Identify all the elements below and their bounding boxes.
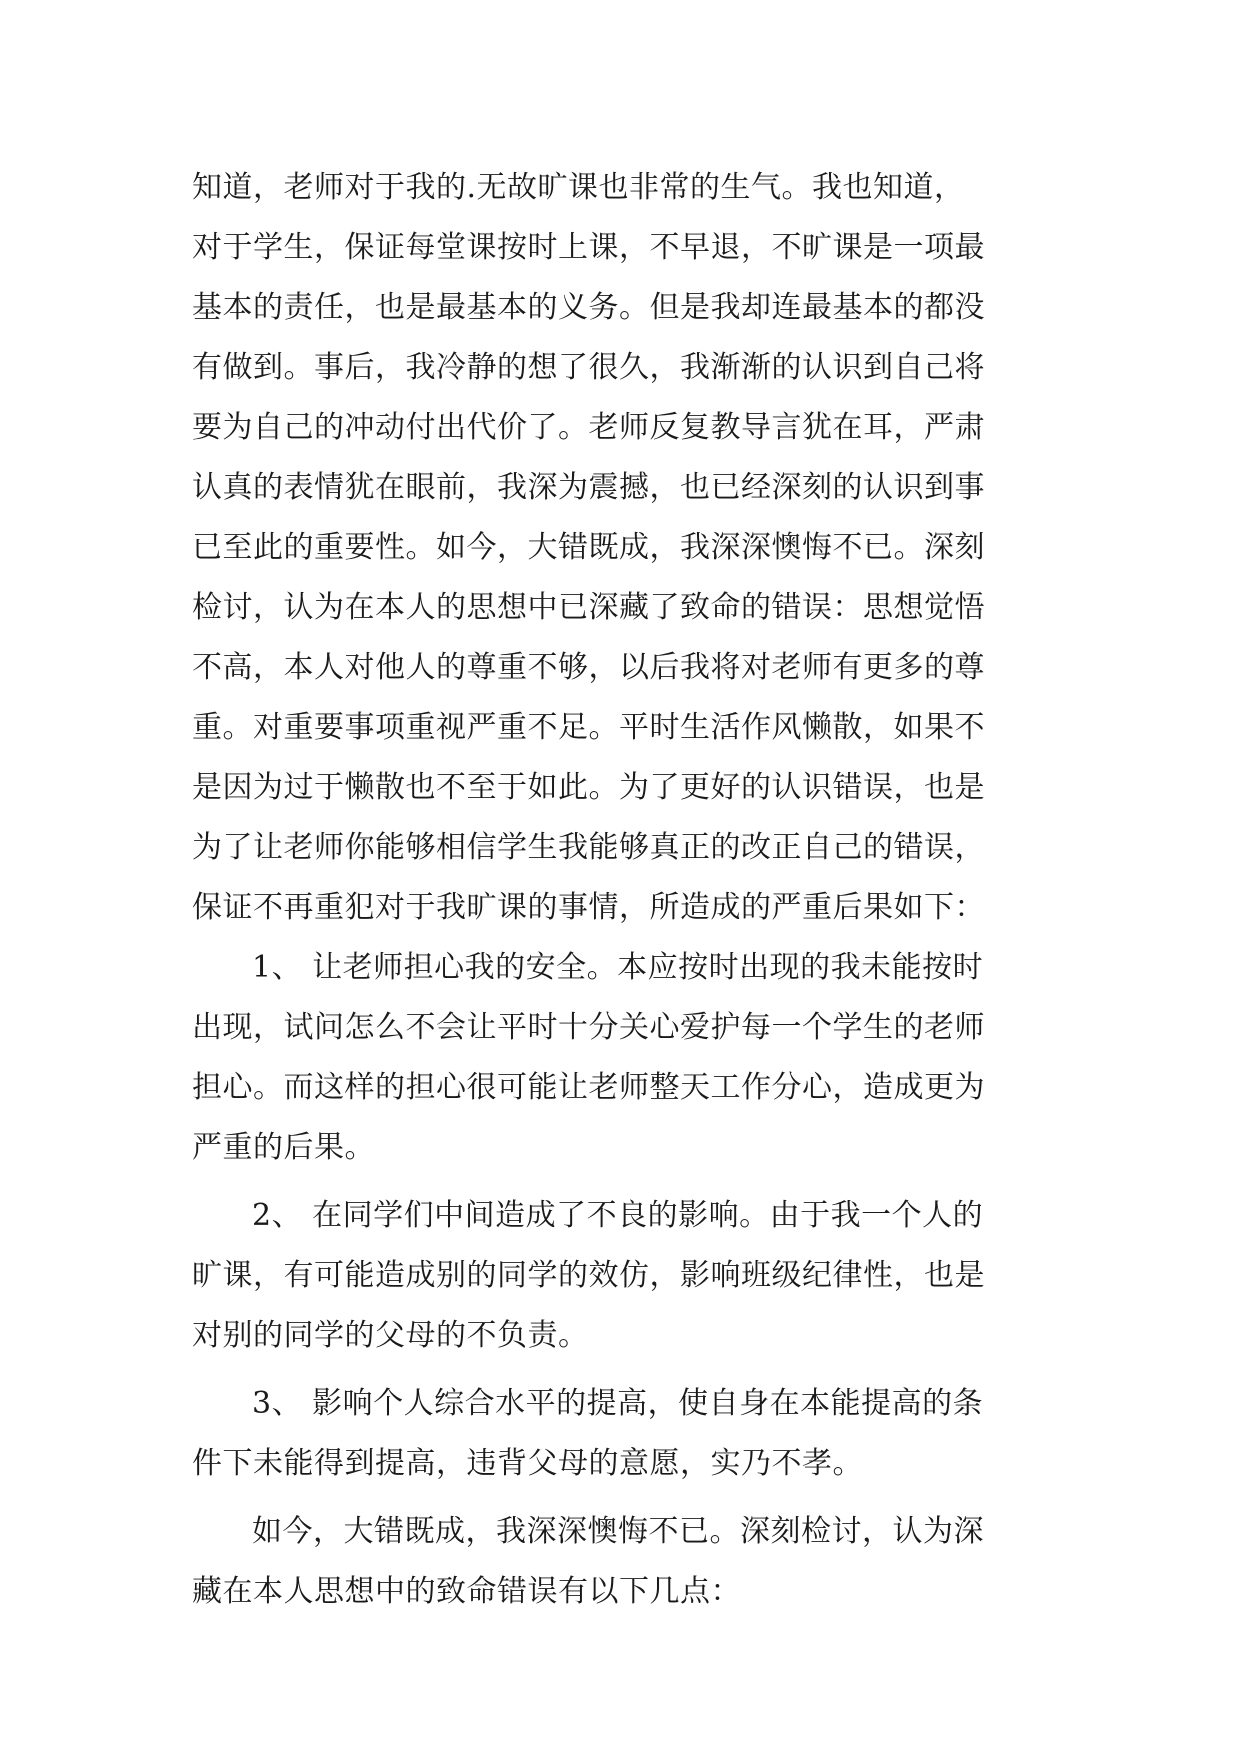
text-line: 是因为过于懒散也不至于如此。为了更好的认识错误，也是	[192, 770, 985, 805]
text-line: 对于学生，保证每堂课按时上课，不早退，不旷课是一项最	[192, 230, 985, 265]
text-line: 已至此的重要性。如今，大错既成，我深深懊悔不已。深刻	[192, 530, 985, 565]
text-line: 对别的同学的父母的不负责。	[192, 1318, 589, 1353]
list-item-3-first-line: 3、 影响个人综合水平的提高，使自身在本能提高的条	[252, 1386, 984, 1421]
text-line: 出现，试问怎么不会让平时十分关心爱护每一个学生的老师	[192, 1010, 985, 1045]
text-line: 旷课，有可能造成别的同学的效仿，影响班级纪律性，也是	[192, 1258, 985, 1293]
text-line: 有做到。事后，我冷静的想了很久，我渐渐的认识到自己将	[192, 350, 985, 385]
text-line: 认真的表情犹在眼前，我深为震撼，也已经深刻的认识到事	[192, 470, 985, 505]
paragraph-first-line: 如今，大错既成，我深深懊悔不已。深刻检讨，认为深	[252, 1514, 984, 1549]
text-line: 担心。而这样的担心很可能让老师整天工作分心，造成更为	[192, 1070, 985, 1105]
body-text	[192, 158, 1072, 1622]
text-line: 重。对重要事项重视严重不足。平时生活作风懒散，如果不	[192, 710, 985, 745]
text-line: 检讨，认为在本人的思想中已深藏了致命的错误：思想觉悟	[192, 590, 985, 625]
text-line: 严重的后果。	[192, 1130, 375, 1165]
text-line: 基本的责任，也是最基本的义务。但是我却连最基本的都没	[192, 290, 985, 325]
list-item-2-first-line: 2、 在同学们中间造成了不良的影响。由于我一个人的	[252, 1198, 984, 1233]
text-line: 件下未能得到提高，违背父母的意愿，实乃不孝。	[192, 1446, 863, 1481]
text-line: 要为自己的冲动付出代价了。老师反复教导言犹在耳，严肃	[192, 410, 985, 445]
text-line: 保证不再重犯对于我旷课的事情，所造成的严重后果如下：	[192, 890, 985, 925]
text-line: 知道，老师对于我的.无故旷课也非常的生气。我也知道，	[192, 170, 965, 205]
text-line: 藏在本人思想中的致命错误有以下几点：	[192, 1574, 741, 1609]
text-line: 为了让老师你能够相信学生我能够真正的改正自己的错误，	[192, 830, 985, 865]
text-line: 不高，本人对他人的尊重不够，以后我将对老师有更多的尊	[192, 650, 985, 685]
list-item-1-first-line: 1、 让老师担心我的安全。本应按时出现的我未能按时	[252, 950, 984, 985]
